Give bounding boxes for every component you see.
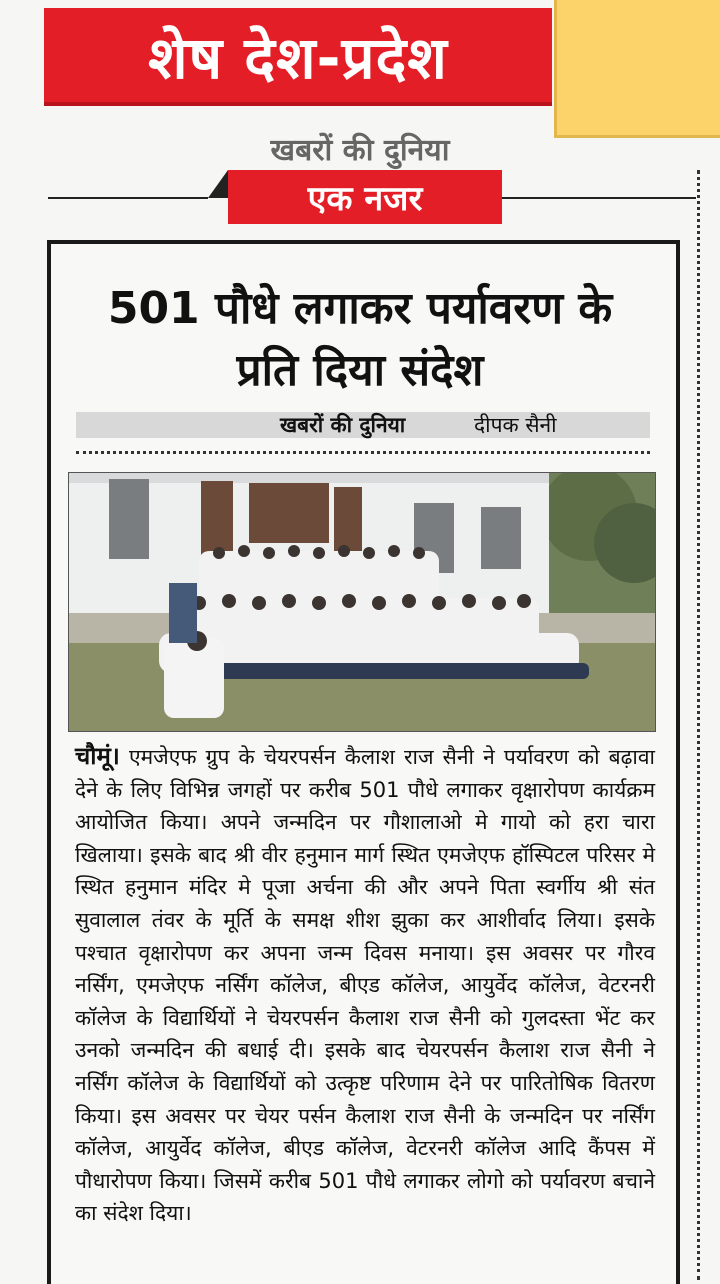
rule-left [48,197,208,199]
yellow-corner-block [554,0,720,138]
section-subtitle: खबरों की दुनिया [270,133,450,168]
tag-shadow [208,170,228,198]
article-body-text: एमजेएफ ग्रुप के चेयरपर्सन कैलाश राज सैनी ने पर्यावरण को बढ़ावा देने के लिए विभिन्न जगहों पर करीब 501 पौधे लगाकर वृक्षारोपण कार्यक्रम आयोजित किया। अपने जन्मदिन पर गौशालाओ मे गायो को हरा चारा खिलाया। इसके बाद श्री वीर हनुमान मार्ग स्थित एमजेएफ हॉस्पिटल परिसर मे स्थित हनुमान मंदिर मे पूजा अर्चना की और अपने पिता स्वर्गीय श्री संत सुवालाल तंवर के मूर्ति के समक्ष शीश झुका कर आशीर्वाद लिया। इसके पश्चात वृक्षारोपण कर अपना जन्म दिवस मनाया। इस अवसर पर गौरव नर्सिंग, एमजेएफ नर्सिंग कॉलेज, बीएड कॉलेज, आयुर्वेद कॉलेज, वेटरनरी कॉलेज के विद्यार्थियों ने चेयरपर्सन कैलाश राज सैनी को गुलदस्ता भेंट कर उनको जन्मदिन की बधाई दी। इसके बाद चेयरपर्सन कैलाश राज सैनी ने नर्सिंग कॉलेज के विद्यार्थियों को उत्कृष्ट परिणाम देने पर पारितोषिक वितरण किया। इस अवसर पर चेयर पर्सन कैलाश राज सैनी के जन्मदिन पर नर्सिंग कॉलेज, आयुर्वेद कॉलेज, बीएड कॉलेज, वेटरनरी कॉलेज आदि कैंपस में पौधारोपण किया। जिसमें करीब 501 पौधे लगाकर लोगो को पर्यावरण बचाने का संदेश दिया। [75,745,655,1226]
section-tag [208,170,496,226]
vertical-dotted-divider [697,170,700,1280]
byline-author: दीपक सैनी [474,413,557,437]
section-banner [44,8,552,106]
byline-source: खबरों की दुनिया [280,413,406,437]
tag-label: एक नजर [307,179,423,219]
rule-right [496,197,696,199]
article-body [75,740,655,1230]
banner-title: शेष देश-प्रदेश [148,23,448,92]
article-headline: 501 पौधे लगाकर पर्यावरण के प्रति दिया संदेश [107,283,613,396]
group-photo-image [69,473,655,731]
article-photo [68,472,656,732]
tag-body [228,170,502,224]
horizontal-dotted-divider [76,451,650,454]
dateline: चौमूं। [75,742,120,770]
